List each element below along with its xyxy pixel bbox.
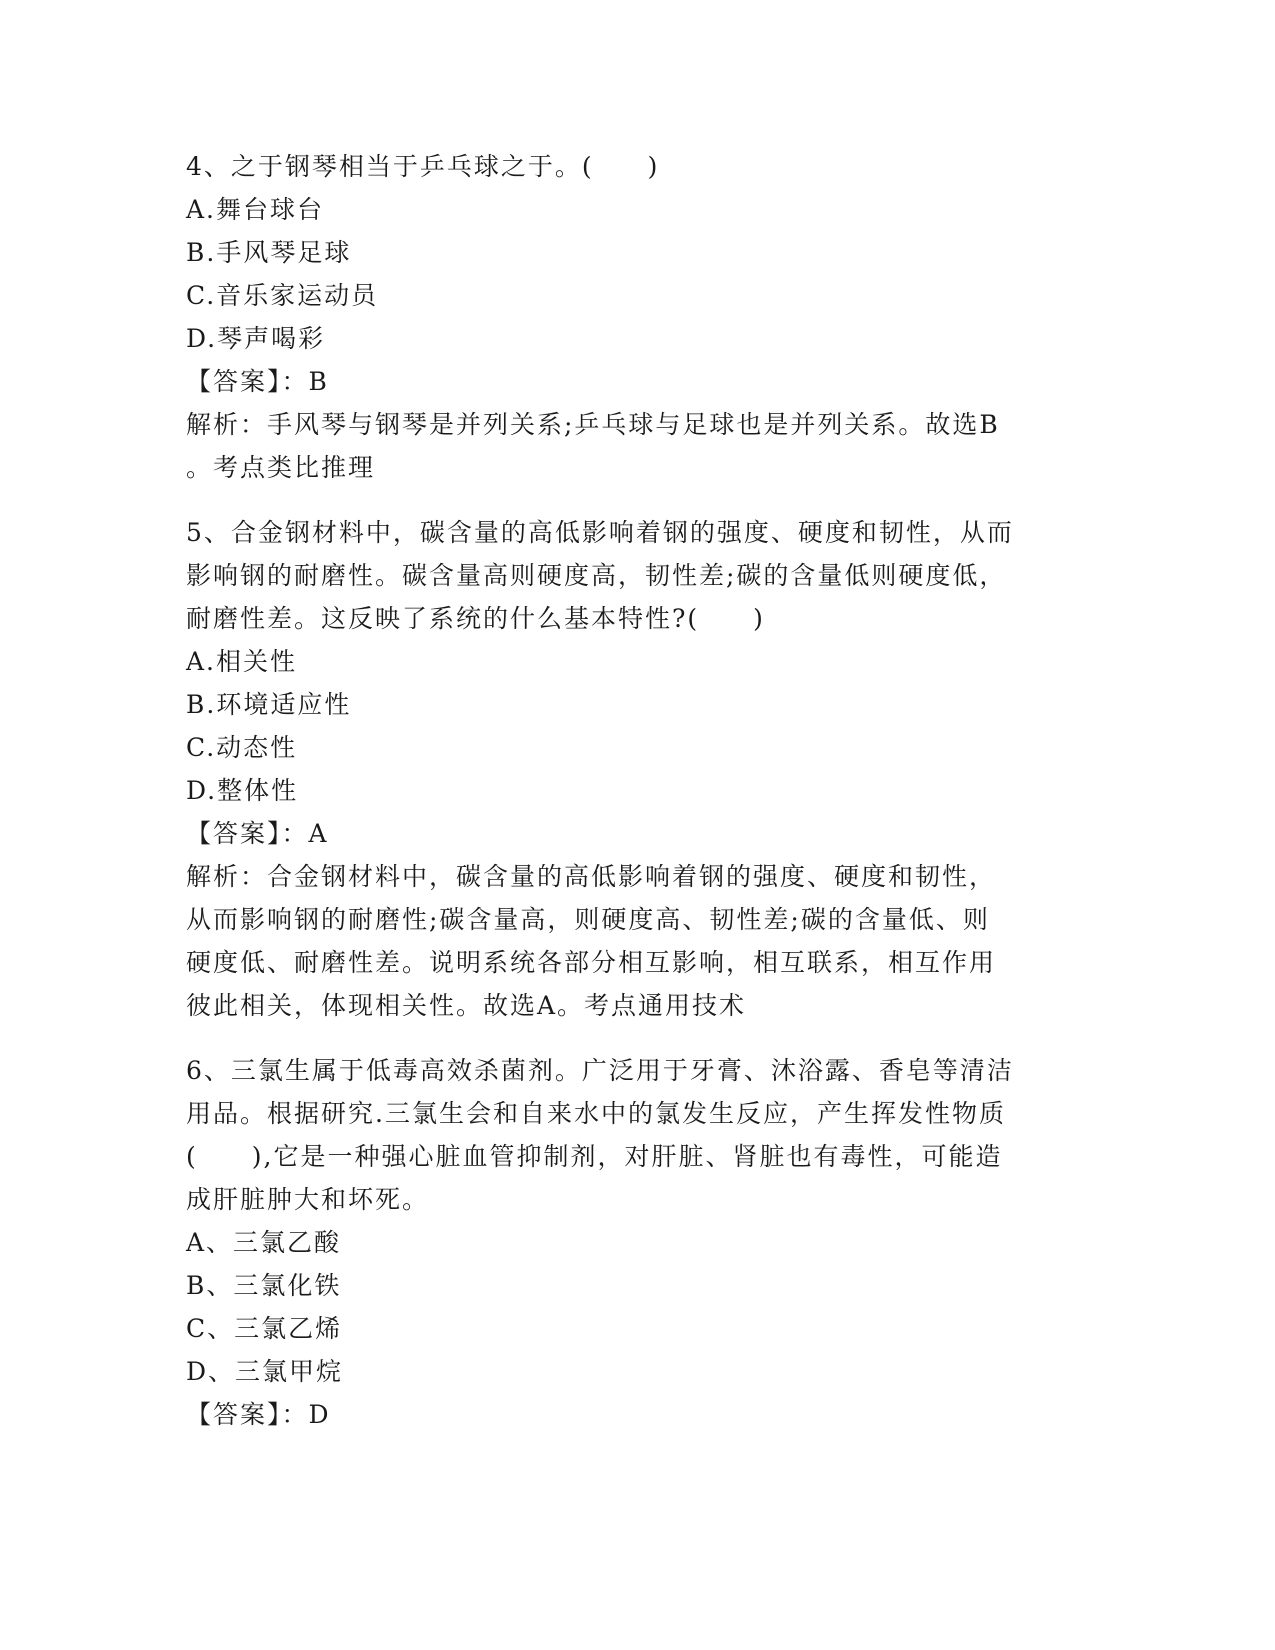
option-d: D、三氯甲烷: [186, 1357, 344, 1386]
option-d: D.整体性: [186, 776, 299, 805]
question-6: [186, 1049, 1086, 1436]
spacer: [186, 1027, 1086, 1049]
option-c: C、三氯乙烯: [186, 1314, 343, 1343]
analysis-line: 彼此相关，体现相关性。故选A。考点通用技术: [186, 991, 747, 1020]
spacer: [186, 489, 1086, 511]
document-page: [186, 145, 1086, 1436]
option-b: B、三氯化铁: [186, 1271, 342, 1300]
analysis-line: 从而影响钢的耐磨性;碳含量高，则硬度高、韧性差;碳的含量低、则: [186, 905, 990, 934]
analysis-line: 硬度低、耐磨性差。说明系统各部分相互影响，相互联系，相互作用: [186, 948, 997, 977]
answer: 【答案】：D: [186, 1400, 331, 1429]
analysis-line: 。考点类比推理: [186, 453, 376, 482]
question-stem: ( ),它是一种强心脏血管抑制剂，对肝脏、肾脏也有毒性，可能造: [186, 1142, 1003, 1171]
option-b: B.环境适应性: [186, 690, 352, 719]
question-stem: 5、合金钢材料中，碳含量的高低影响着钢的强度、硬度和韧性，从而: [186, 518, 1014, 547]
question-stem: 耐磨性差。这反映了系统的什么基本特性?( ): [186, 604, 765, 633]
option-d: D.琴声喝彩: [186, 324, 326, 353]
question-stem: 用品。根据研究.三氯生会和自来水中的氯发生反应，产生挥发性物质: [186, 1099, 1006, 1128]
answer: 【答案】：B: [186, 367, 329, 396]
option-b: B.手风琴足球: [186, 238, 352, 267]
question-stem: 6、三氯生属于低毒高效杀菌剂。广泛用于牙膏、沐浴露、香皂等清洁: [186, 1056, 1014, 1085]
analysis-line: 解析：手风琴与钢琴是并列关系;乒乓球与足球也是并列关系。故选B: [186, 410, 1000, 439]
option-c: C.动态性: [186, 733, 298, 762]
option-a: A、三氯乙酸: [186, 1228, 342, 1257]
question-stem: 4、之于钢琴相当于乒乓球之于。( ): [186, 152, 660, 181]
option-a: A.舞台球台: [186, 195, 325, 224]
question-5: [186, 511, 1086, 1027]
question-stem: 影响钢的耐磨性。碳含量高则硬度高，韧性差;碳的含量低则硬度低，: [186, 561, 1007, 590]
analysis-line: 解析：合金钢材料中，碳含量的高低影响着钢的强度、硬度和韧性，: [186, 862, 997, 891]
question-4: [186, 145, 1086, 489]
question-stem: 成肝脏肿大和坏死。: [186, 1185, 430, 1214]
answer: 【答案】：A: [186, 819, 329, 848]
option-a: A.相关性: [186, 647, 298, 676]
option-c: C.音乐家运动员: [186, 281, 379, 310]
